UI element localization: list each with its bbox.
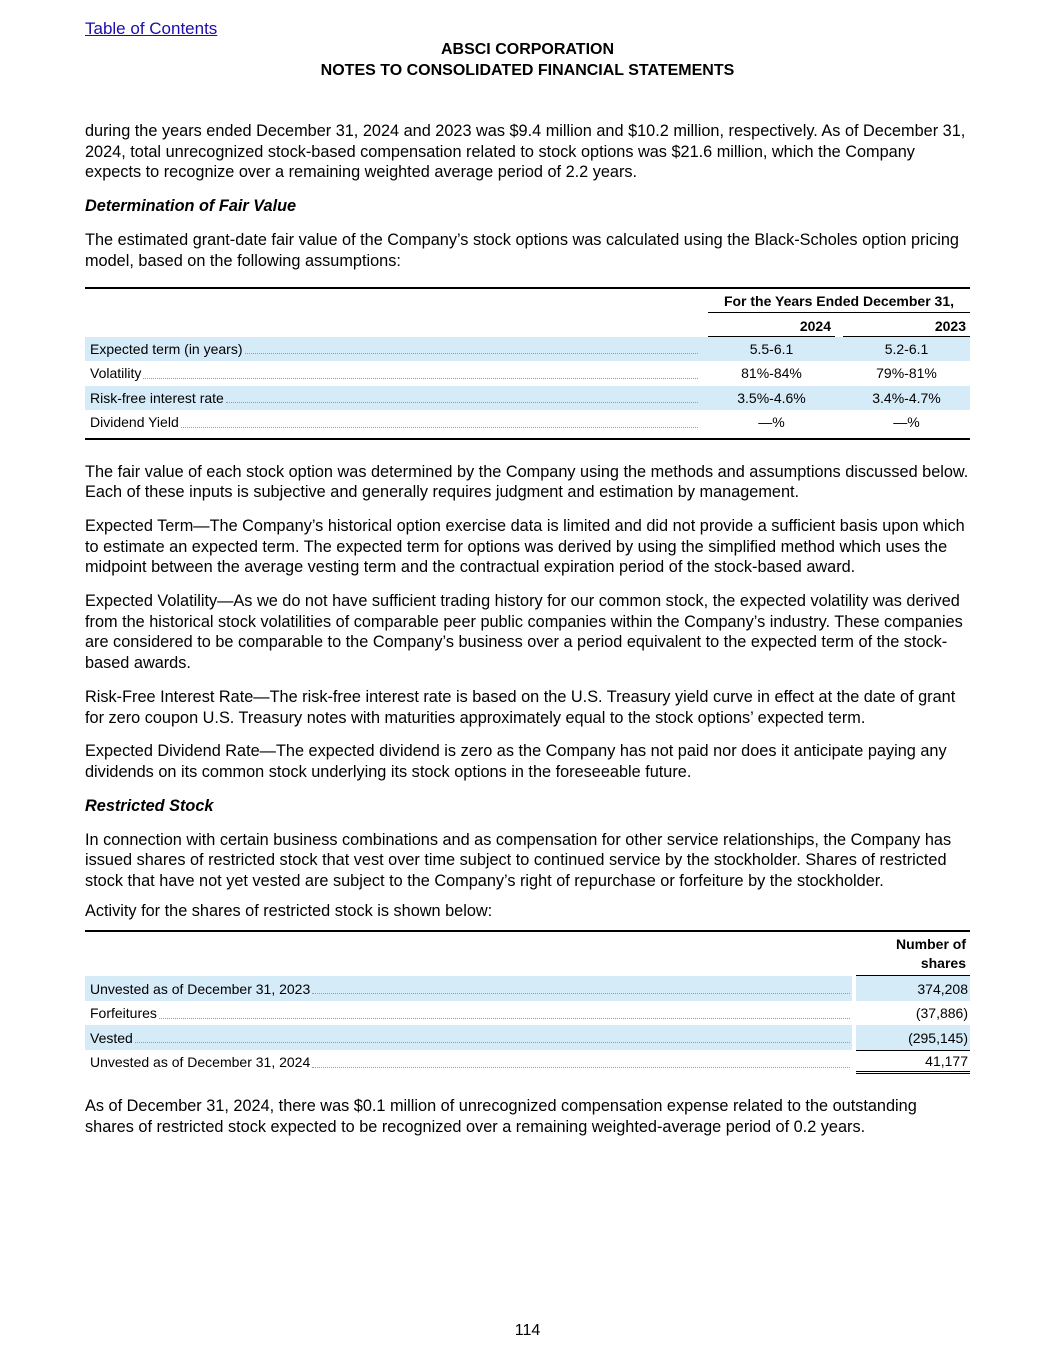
table-bottom-rule	[85, 438, 970, 440]
column-header-line-1: Number of	[896, 936, 966, 953]
row-value-2023: —%	[893, 414, 920, 431]
paragraph-expected-term: Expected Term—The Company’s historical option exercise data is limited and did not provide a sufficient basis upon which to estimate an expected term. The expected term for options was derived by using the simplified method which uses the midpoint between the average vesting term and the contractual expiration period of the stock-based award.	[85, 516, 965, 577]
table-row	[85, 386, 970, 411]
assumptions-table-group-header: For the Years Ended December 31,	[708, 293, 970, 313]
document-body	[85, 121, 970, 1151]
row-value-2023: 79%-81%	[876, 365, 937, 382]
row-label: Unvested as of December 31, 2024	[90, 1054, 311, 1071]
row-label: Expected term (in years)	[90, 340, 243, 357]
paragraph-dividend-rate: Expected Dividend Rate—The expected dividend is zero as the Company has not paid nor does it anticipate paying any dividends on its common stock underlying its stock options in the foreseeable future.	[85, 742, 947, 781]
column-header-line-2: shares	[920, 955, 966, 972]
row-value-2024: 5.5-6.1	[708, 337, 835, 362]
row-label: Unvested as of December 31, 2023	[90, 980, 311, 997]
section-heading-fair-value: Determination of Fair Value	[85, 197, 297, 216]
page-number: 114	[514, 1322, 541, 1339]
column-header-2023: 2023	[843, 318, 970, 337]
paragraph-methods: The fair value of each stock option was determined by the Company using the methods and assumptions discussed below. Each of these inputs is subjective and generally requires judgment and estimation by management.	[85, 462, 969, 502]
page-title: NOTES TO CONSOLIDATED FINANCIAL STATEMENTS	[320, 62, 735, 79]
column-header-2024: 2024	[708, 318, 835, 337]
paragraph-closing: As of December 31, 2024, there was $0.1 million of unrecognized compensation expense related to the outstanding shares of restricted stock expected to be recognized over a remaining weighted-average period of 0.2 years.	[85, 1097, 917, 1137]
company-name: ABSCI CORPORATION	[440, 41, 615, 58]
column-header-number-of-shares	[856, 932, 970, 976]
row-value-2024: 81%-84%	[741, 365, 802, 382]
row-label: Vested	[90, 1029, 133, 1046]
section-heading-restricted-stock: Restricted Stock	[85, 796, 214, 815]
table-row	[85, 410, 970, 435]
assumptions-table	[85, 287, 970, 440]
row-label: Forfeitures	[90, 1005, 157, 1022]
paragraph-intro: during the years ended December 31, 2024 and 2023 was $9.4 million and $10.2 million, respectively. As of December 31, 2024, total unrecognized stock-based compensation related to stock options was $21.6 million, which the Company expects to recognize over a remaining weighted average period of 2.2 years.	[85, 122, 966, 182]
table-of-contents-link[interactable]: Table of Contents	[85, 19, 218, 38]
row-value: (295,145)	[856, 1025, 970, 1050]
restricted-stock-table	[85, 930, 970, 1074]
paragraph-expected-volatility: Expected Volatility—As we do not have sufficient trading history for our common stock, the expected volatility was derived from the historical stock volatilities of comparable peer public companies within the Company’s industry. These companies are considered to be comparable to the Company’s business over a period equivalent to the expected term of the stock-based awards.	[85, 592, 963, 673]
table-row	[85, 361, 970, 386]
table-row	[85, 976, 970, 1001]
row-label: Dividend Yield	[90, 414, 179, 431]
paragraph-risk-free-rate: Risk-Free Interest Rate—The risk-free interest rate is based on the U.S. Treasury yield curve in effect at the date of grant for zero coupon U.S. Treasury notes with maturities approximately equal to the stock options’ expected term.	[85, 687, 956, 727]
row-value: 374,208	[856, 976, 970, 1001]
row-value: (37,886)	[915, 1005, 968, 1022]
paragraph-activity: Activity for the shares of restricted stock is shown below:	[85, 901, 493, 920]
table-row	[85, 1025, 970, 1050]
row-label: Risk-free interest rate	[90, 389, 224, 406]
row-value-2024: —%	[758, 414, 785, 431]
table-row-total	[85, 1050, 970, 1075]
row-value: 41,177	[856, 1050, 970, 1075]
paragraph-fair-value: The estimated grant-date fair value of the Company’s stock options was calculated using the Black-Scholes option pricing model, based on the following assumptions:	[85, 231, 959, 270]
table-row	[85, 1001, 970, 1026]
row-value-2023: 3.4%-4.7%	[843, 386, 970, 411]
row-value-2024: 3.5%-4.6%	[708, 386, 835, 411]
paragraph-restricted-stock: In connection with certain business combinations and as compensation for other service relationships, the Company has issued shares of restricted stock that vest over time subject to continued service by the stockholder. Shares of restricted stock that have not yet vested are subject to the Company’s right of repurchase or forfeiture by the stockholder.	[85, 830, 952, 891]
table-row	[85, 337, 970, 362]
row-value-2023: 5.2-6.1	[843, 337, 970, 362]
row-label: Volatility	[90, 365, 142, 382]
